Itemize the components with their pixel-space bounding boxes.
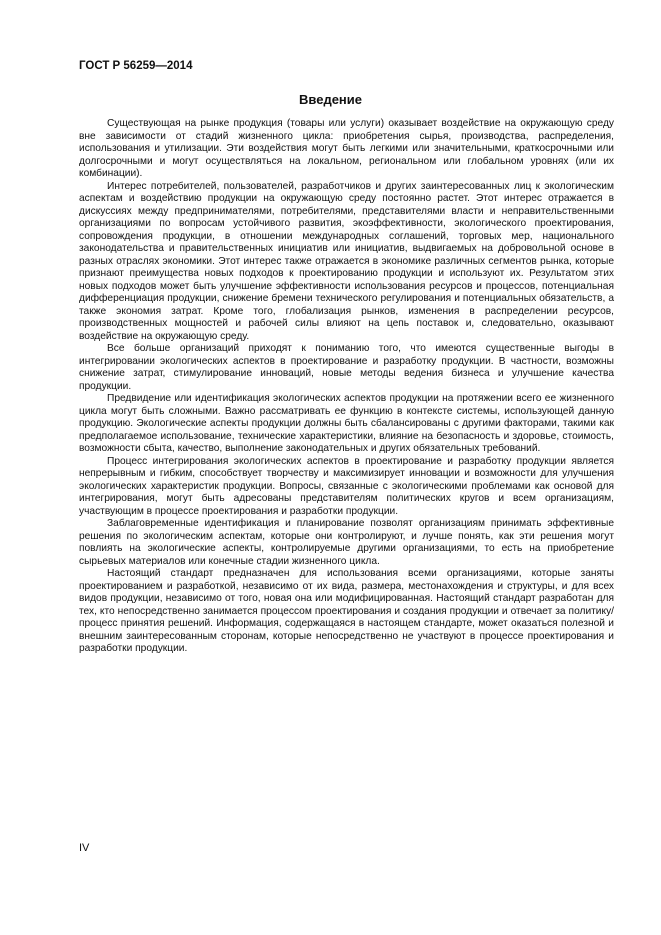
paragraph: Предвидение или идентификация экологических аспектов продукции на протяжении всего ее жизненного цикла могут быть сложными. Важно рассматривать ее функцию в контексте системы, использующей данную продукцию. Экологические аспекты продукции должны быть сбалансированы с другими факторами, такими как предполагаемое использование, технические характеристики, влияние на безопасность и здоровье, стоимость, возможности сбыта, качество, выполнение законодательных и других обязательных требований. [79,393,614,454]
paragraph: Заблаговременные идентификация и планирование позволят организациям принимать эффективные решения по экологическим аспектам, которые они контролируют, и лучше понять, как эти решения могут повлиять на экологические аспекты, контролируемые другими организациями, то есть на приобретение сырьевых материалов или конечные стадии жизненного цикла. [79,518,614,567]
standard-code: ГОСТ Р 56259—2014 [79,60,193,72]
section-title: Введение [299,92,362,107]
body-text [79,118,614,656]
paragraph: Настоящий стандарт предназначен для использования всеми организациями, которые заняты проектированием и разработкой, независимо от их вида, размера, местонахождения и структуры, и для всех видов продукции, независимо от того, новая она или модифицированная. Настоящий стандарт разработан для тех, кто непосредственно занимается процессом проектирования и создания продукции и отвечает за политику/процесс принятия решений. Информация, содержащаяся в настоящем стандарте, может оказаться полезной и внешним заинтересованным сторонам, которые непосредственно не участвуют в процессе проектирования и разработки продукции. [79,568,614,654]
paragraph: Все больше организаций приходят к пониманию того, что имеются существенные выгоды в интегрировании экологических аспектов в проектирование и разработку продукции. В частности, возможны снижение затрат, стимулирование инноваций, новые методы ведения бизнеса и улучшение качества продукции. [79,343,614,392]
paragraph: Интерес потребителей, пользователей, разработчиков и других заинтересованных лиц к экологическим аспектам и воздействию продукции на окружающую среду постоянно растет. Этот интерес отражается в дискуссиях между предпринимателями, потребителями, представителями власти и неправительственными организациями по вопросам устойчивого развития, экоэффективности, экологического проектирования, сопровождения продукции, в отношении международных соглашений, торговых мер, национального законодательства и правительственных инициатив или инициатив, выдвигаемых на добровольной основе в разных отраслях экономики. Этот интерес также отражается в экономике различных сегментов рынка, которые признают преимущества новых подходов к проектированию продукции и используют их. Результатом этих новых подходов может быть улучшение эффективности использования ресурсов и процессов, потенциальная дифференциация продукции, снижение бремени технического регулирования и потенциальных обязательств, а также экономия затрат. Кроме того, глобализация рынков, изменения в распределении ресурсов, производственных мощностей и рабочей силы влияют на цепь поставок и, следовательно, оказывают воздействие на окружающую среду. [79,180,614,342]
page-number: IV [79,842,90,854]
paragraph: Процесс интегрирования экологических аспектов в проектирование и разработку продукции является непрерывным и гибким, способствует творчеству и максимизирует инновации и возможности для улучшения экологических характеристик продукции. Вопросы, связанные с экологическими проблемами как основой для интегрирования, могут быть адресованы представителям политических кругов и всем организациям, участвующим в процессе проектирования и разработки продукции. [79,455,614,517]
paragraph: Существующая на рынке продукция (товары или услуги) оказывает воздействие на окружающую среду вне зависимости от стадий жизненного цикла: приобретения сырья, производства, распределения, использования и утилизации. Эти воздействия могут быть легкими или значительными, краткосрочными или долгосрочными и могут осуществляться на локальном, региональном или глобальном уровнях (или их комбинации). [79,118,614,179]
